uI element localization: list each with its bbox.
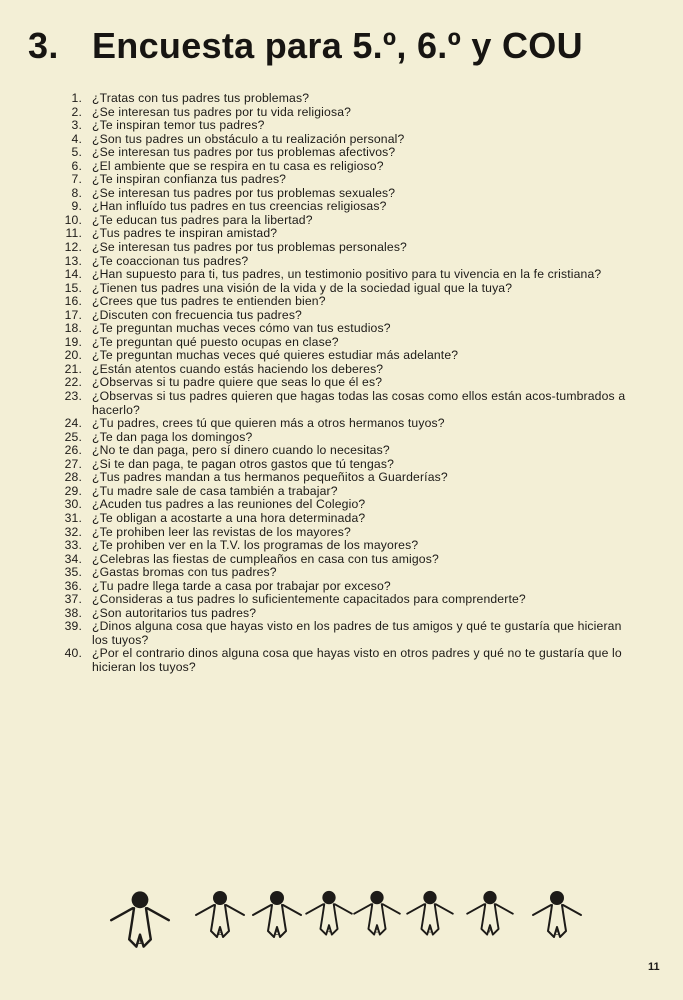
question-item (58, 187, 628, 201)
question-item (58, 282, 628, 296)
question-item (58, 160, 628, 174)
question-number: 23. (64, 389, 82, 404)
question-number: 17. (64, 307, 82, 322)
question-item (58, 471, 628, 485)
question-item (58, 512, 628, 526)
question-item (58, 553, 628, 567)
question-number: 12. (64, 240, 82, 255)
question-number: 27. (64, 456, 82, 471)
question-number: 39. (64, 619, 82, 634)
question-number: 35. (64, 565, 82, 580)
question-text: ¿Crees que tus padres te entienden bien? (92, 294, 326, 309)
stick-figure-8 (533, 891, 581, 937)
stick-figure-2 (196, 891, 244, 937)
question-number: 30. (64, 497, 82, 512)
question-number: 40. (64, 646, 82, 661)
question-text: ¿No te dan paga, pero sí dinero cuando lo necesitas? (92, 443, 390, 458)
stick-figure-6 (407, 891, 453, 935)
question-number: 20. (64, 348, 82, 363)
question-text: ¿Acuden tus padres a las reuniones del Colegio? (92, 497, 366, 512)
question-item (58, 444, 628, 458)
question-text: ¿Son autoritarios tus padres? (92, 605, 257, 620)
question-number: 38. (64, 605, 82, 620)
question-text: ¿Si te dan paga, te pagan otros gastos que tú tengas? (92, 456, 395, 471)
stick-figure-4 (306, 891, 352, 935)
question-text: ¿Tu padre llega tarde a casa por trabajar por exceso? (92, 578, 391, 593)
figure-head-icon (322, 891, 335, 904)
question-item (58, 295, 628, 309)
question-number: 21. (64, 361, 82, 376)
question-text: ¿Tienen tus padres una visión de la vida y de la sociedad igual que la tuya? (92, 280, 513, 295)
question-text: ¿Te obligan a acostarte a una hora determinada? (92, 510, 366, 525)
question-item (58, 255, 628, 269)
question-number: 4. (71, 131, 82, 146)
question-number: 19. (64, 334, 82, 349)
page-number: 11 (648, 961, 660, 973)
question-text: ¿Consideras a tus padres lo suficientemente capacitados para comprenderte? (92, 592, 526, 607)
question-number: 3. (71, 118, 82, 133)
question-item (58, 390, 628, 417)
question-item (58, 146, 628, 160)
question-item (58, 647, 628, 674)
question-item (58, 593, 628, 607)
figure-row (105, 885, 590, 950)
figure-drawing (105, 885, 590, 950)
question-text: ¿Te inspiran temor tus padres? (92, 118, 265, 133)
question-text: ¿Se interesan tus padres por tus problemas personales? (92, 240, 407, 255)
question-item (58, 241, 628, 255)
question-item (58, 417, 628, 431)
question-item (58, 200, 628, 214)
question-number: 34. (64, 551, 82, 566)
question-item (58, 336, 628, 350)
question-item (58, 458, 628, 472)
question-text: ¿Tratas con tus padres tus problemas? (92, 91, 310, 105)
question-number: 25. (64, 429, 82, 444)
question-item (58, 119, 628, 133)
question-item (58, 580, 628, 594)
figure-number: 2 (217, 928, 223, 937)
question-number: 1. (71, 91, 82, 105)
stick-figure-1 (111, 891, 169, 947)
figure-head-icon (550, 891, 564, 905)
question-text: ¿Te prohiben leer las revistas de los mayores? (92, 524, 351, 539)
question-text: ¿Tus padres te inspiran amistad? (92, 226, 278, 241)
question-item (58, 363, 628, 377)
question-text: ¿Han influído tus padres en tus creencias religiosas? (92, 199, 387, 214)
question-text: ¿Te prohiben ver en la T.V. los programas de los mayores? (92, 538, 419, 553)
figure-number: 1 (137, 936, 143, 948)
question-text: ¿Te educan tus padres para la libertad? (92, 212, 313, 227)
question-item (58, 309, 628, 323)
question-number: 15. (64, 280, 82, 295)
question-number: 8. (71, 185, 82, 200)
heading-title: Encuesta para 5.º, 6.º y COU (92, 25, 583, 66)
question-item (58, 227, 628, 241)
question-text: ¿El ambiente que se respira en tu casa es religioso? (92, 158, 384, 173)
figure-number: 5 (374, 925, 380, 935)
question-list (58, 92, 628, 675)
question-item (58, 485, 628, 499)
question-text: ¿Tu padres, crees tú que quieren más a otros hermanos tuyos? (92, 416, 445, 431)
question-item (58, 526, 628, 540)
question-item (58, 214, 628, 228)
question-number: 2. (71, 104, 82, 119)
question-number: 18. (64, 321, 82, 336)
question-text: ¿Se interesan tus padres por tus problemas afectivos? (92, 145, 396, 160)
question-text: ¿Por el contrario dinos alguna cosa que hayas visto en otros padres y qué no te gustaría que lo hicieran los tuyos? (92, 646, 622, 674)
figure-number: 8 (554, 928, 560, 937)
stick-figure-3 (253, 891, 301, 937)
question-number: 24. (64, 416, 82, 431)
figure-number: 7 (487, 925, 493, 935)
question-number: 22. (64, 375, 82, 390)
question-number: 14. (64, 267, 82, 282)
question-text: ¿Se interesan tus padres por tus problemas sexuales? (92, 185, 396, 200)
question-number: 11. (65, 226, 82, 241)
question-number: 13. (64, 253, 82, 268)
question-text: ¿Se interesan tus padres por tu vida religiosa? (92, 104, 352, 119)
question-text: ¿Discuten con frecuencia tus padres? (92, 307, 302, 322)
question-text: ¿Te dan paga los domingos? (92, 429, 253, 444)
figure-head-icon (370, 891, 383, 904)
question-item (58, 498, 628, 512)
question-text: ¿Te inspiran confianza tus padres? (92, 172, 287, 187)
figure-head-icon (423, 891, 436, 904)
question-number: 37. (64, 592, 82, 607)
question-text: ¿Están atentos cuando estás haciendo los deberes? (92, 361, 384, 376)
figure-head-icon (213, 891, 227, 905)
question-text: ¿Te preguntan qué puesto ocupas en clase? (92, 334, 339, 349)
question-text: ¿Son tus padres un obstáculo a tu realización personal? (92, 131, 405, 146)
question-item (58, 620, 628, 647)
question-text: ¿Celebras las fiestas de cumpleaños en casa con tus amigos? (92, 551, 439, 566)
question-item (58, 106, 628, 120)
question-item (58, 607, 628, 621)
stick-figure-7 (467, 891, 513, 935)
question-number: 9. (71, 199, 82, 214)
question-text: ¿Dinos alguna cosa que hayas visto en los padres de tus amigos y qué te gustaría que hicieran los tuyos? (92, 619, 622, 647)
figure-number: 4 (326, 925, 332, 935)
question-text: ¿Han supuesto para ti, tus padres, un testimonio positivo para tu vivencia en la fe cristiana? (92, 267, 602, 282)
figure-head-icon (132, 891, 149, 908)
question-number: 32. (64, 524, 82, 539)
question-number: 5. (71, 145, 82, 160)
question-number: 36. (64, 578, 82, 593)
question-item (58, 376, 628, 390)
question-item (58, 133, 628, 147)
question-number: 33. (64, 538, 82, 553)
question-item (58, 322, 628, 336)
question-text: ¿Te coaccionan tus padres? (92, 253, 249, 268)
question-text: ¿Gastas bromas con tus padres? (92, 565, 277, 580)
figure-head-icon (483, 891, 496, 904)
question-text: ¿Te preguntan muchas veces cómo van tus estudios? (92, 321, 391, 336)
question-item (58, 349, 628, 363)
question-item (58, 566, 628, 580)
page-heading (28, 26, 583, 66)
question-number: 28. (64, 470, 82, 485)
question-number: 10. (64, 212, 82, 227)
question-item (58, 173, 628, 187)
stick-figure-5 (354, 891, 400, 935)
question-number: 16. (64, 294, 82, 309)
question-item (58, 268, 628, 282)
question-item (58, 92, 628, 106)
question-number: 6. (71, 158, 82, 173)
question-text: ¿Observas si tus padres quieren que hagas todas las cosas como ellos están acos-tumbrados a hacerlo? (92, 389, 626, 417)
question-text: ¿Observas si tu padre quiere que seas lo que él es? (92, 375, 383, 390)
question-number: 7. (71, 172, 82, 187)
question-item (58, 431, 628, 445)
question-item (58, 539, 628, 553)
question-text: ¿Te preguntan muchas veces qué quieres estudiar más adelante? (92, 348, 459, 363)
question-number: 29. (64, 483, 82, 498)
heading-number: 3. (28, 25, 59, 66)
question-text: ¿Tus padres mandan a tus hermanos pequeñitos a Guarderías? (92, 470, 448, 485)
figure-number: 6 (427, 925, 433, 935)
question-number: 31. (64, 510, 82, 525)
question-number: 26. (64, 443, 82, 458)
figure-head-icon (270, 891, 284, 905)
figure-number: 3 (274, 928, 280, 937)
question-text: ¿Tu madre sale de casa también a trabajar? (92, 483, 338, 498)
